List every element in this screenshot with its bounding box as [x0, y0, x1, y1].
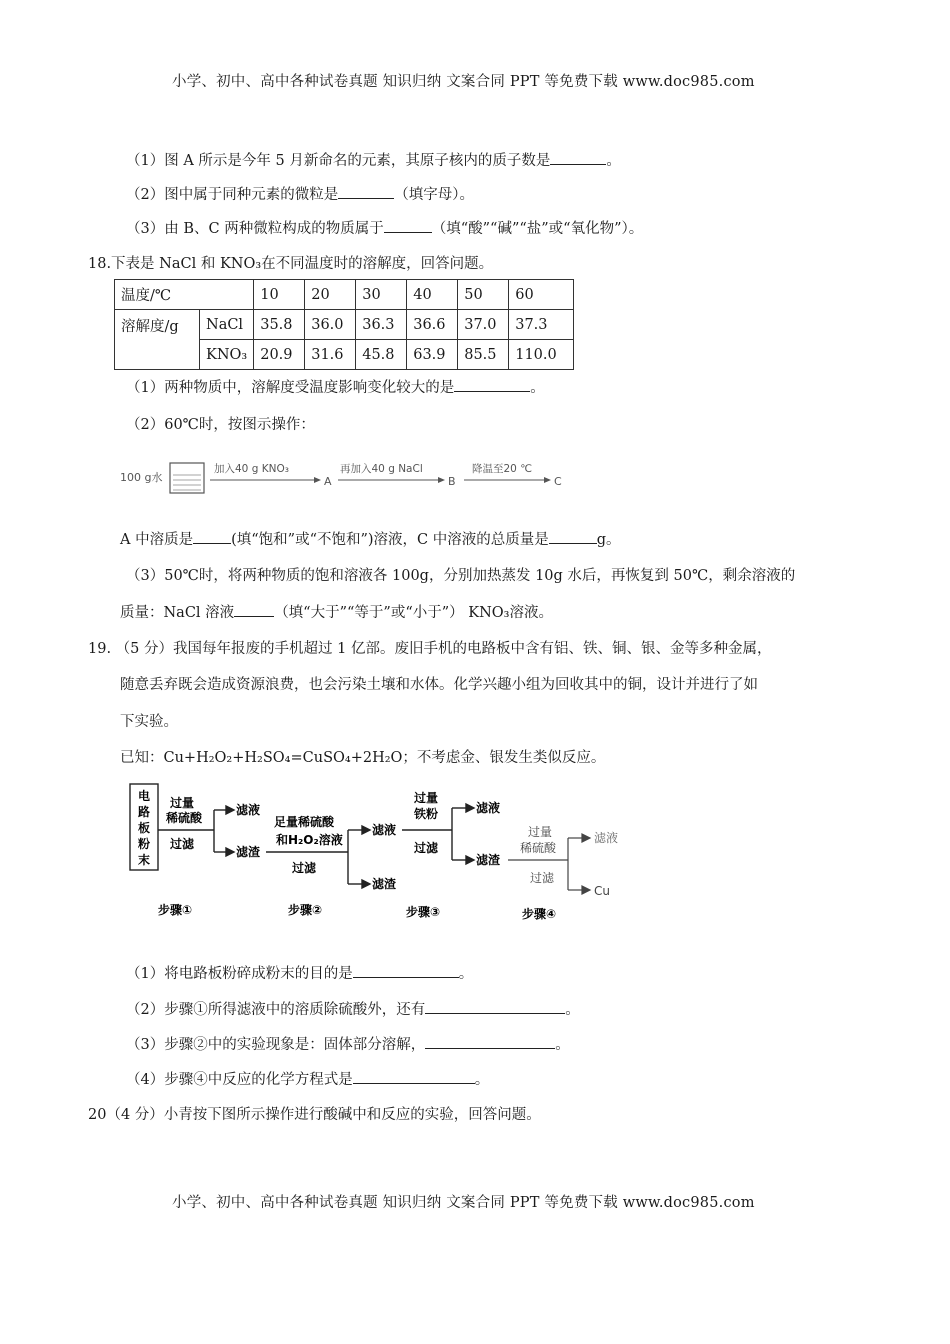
table-nacl-cell: 36.3	[356, 310, 407, 340]
table-temp-cell: 20	[305, 280, 356, 310]
q19-part4-text: （4）步骤④中反应的化学方程式是	[126, 1072, 353, 1088]
table-kno3-cell: 110.0	[509, 340, 574, 370]
source-char: 路	[138, 805, 151, 819]
source-char: 末	[138, 853, 151, 867]
q19-part3-blank	[425, 1034, 555, 1049]
q19-part4-end: 。	[474, 1072, 490, 1088]
q17-part1	[126, 149, 621, 170]
q18-part2-q-text1: A 中溶质是	[120, 532, 194, 548]
solubility-table	[114, 279, 574, 370]
step2-reagent: 和H₂O₂溶液	[276, 833, 343, 847]
table-temp-cell: 10	[254, 280, 305, 310]
q17-part1-text: （1）图 A 所示是今年 5 月新命名的元素，其原子核内的质子数是	[126, 153, 551, 169]
flow-water-label: 100 g水	[120, 471, 163, 484]
table-kno3-cell: 31.6	[305, 340, 356, 370]
step3-reagent: 过量	[414, 791, 439, 805]
step3-reagent: 铁粉	[414, 807, 439, 821]
q19-part3-text: （3）步骤②中的实验现象是：固体部分溶解，	[126, 1037, 426, 1053]
q19-part3	[126, 1033, 570, 1054]
table-nacl-cell: 36.6	[407, 310, 458, 340]
q18-part3-text2: （填“大于”“等于”或“小于”） KNO₃溶液。	[274, 605, 553, 621]
q17-part2-end: （填字母）。	[394, 187, 474, 203]
q19-part3-end: 。	[555, 1037, 570, 1053]
arrowhead-icon	[544, 477, 551, 483]
arrowhead-icon	[314, 477, 321, 483]
q18-part2-q-text2: (填“饱和”或“不饱和”)溶液，C 中溶液的总质量是	[231, 532, 549, 548]
q18-part3-text1: 质量：NaCl 溶液	[120, 605, 235, 621]
copper-recovery-flowchart	[122, 780, 642, 930]
step1-reagent: 稀硫酸	[166, 811, 203, 825]
step4-reagent: 稀硫酸	[520, 841, 557, 855]
arrowhead-icon	[438, 477, 445, 483]
table-temp-cell: 50	[458, 280, 509, 310]
flow-c-label: C	[554, 475, 562, 488]
step3-residue: 滤渣	[476, 853, 501, 867]
q18-part3-line2	[120, 601, 553, 622]
q17-part1-end: 。	[606, 153, 621, 169]
q18-part1-blank	[454, 377, 530, 392]
q19-part1	[126, 962, 473, 983]
q18-stem: 18.下表是 NaCl 和 KNO₃在不同温度时的溶解度，回答问题。	[88, 256, 494, 272]
step4-filtrate: 滤液	[594, 831, 619, 845]
flow-step2-label: 再加入40 g NaCl	[340, 463, 423, 475]
source-char: 粉	[138, 837, 151, 851]
q18-part2: （2）60℃时，按图示操作：	[126, 417, 315, 433]
q18-part2-question	[120, 528, 621, 549]
step1-filtrate: 滤液	[236, 803, 261, 817]
source-char: 板	[138, 821, 151, 835]
q19-line2: 随意丢弃既会造成资源浪费，也会污染土壤和水体。化学兴趣小组为回收其中的铜，设计并进行了如	[120, 677, 758, 693]
table-nacl-cell: 35.8	[254, 310, 305, 340]
step3-operation: 过滤	[414, 841, 439, 855]
source-char: 电	[138, 789, 151, 803]
q18-part1	[126, 376, 545, 397]
step2-label: 步骤②	[288, 903, 323, 917]
table-temp-cell: 60	[509, 280, 574, 310]
step4-label: 步骤④	[522, 907, 557, 921]
step4-operation: 过滤	[530, 871, 555, 885]
step4-copper: Cu	[594, 884, 610, 898]
step2-filtrate: 滤液	[372, 823, 397, 837]
q18-part2-q-text3: g。	[596, 532, 621, 548]
q18-part3-line1: （3）50℃时，将两种物质的饱和溶液各 100g，分别加热蒸发 10g 水后，再恢复到 50℃，剩余溶液的	[126, 568, 796, 584]
q19-part1-blank	[353, 963, 459, 978]
q17-part3-text: （3）由 B、C 两种微粒构成的物质属于	[126, 221, 384, 237]
q19-part2	[126, 998, 580, 1019]
step1-operation: 过滤	[170, 837, 195, 851]
step3-label: 步骤③	[406, 905, 441, 919]
flow-step1-label: 加入40 g KNO₃	[214, 463, 289, 475]
table-kno3-cell: 20.9	[254, 340, 305, 370]
q17-part1-blank	[550, 150, 606, 165]
beaker-water-lines	[173, 475, 201, 490]
q18-part1-text: （1）两种物质中，溶解度受温度影响变化较大的是	[126, 380, 455, 396]
table-nacl-label: NaCl	[200, 310, 254, 340]
step3-filtrate: 滤液	[476, 801, 501, 815]
page-footer: 小学、初中、高中各种试卷真题 知识归纳 文案合同 PPT 等免费下载 www.doc985.com	[172, 1195, 755, 1211]
q19-line1: 19. （5 分）我国每年报废的手机超过 1 亿部。废旧手机的电路板中含有铝、铁、铜、银、金等多种金属，	[88, 641, 772, 657]
q19-part4-blank	[353, 1069, 475, 1084]
q19-part1-end: 。	[458, 966, 474, 982]
q17-part3-blank	[384, 218, 432, 233]
step2-operation: 过滤	[292, 861, 317, 875]
q19-part2-end: 。	[565, 1002, 580, 1018]
table-kno3-cell: 85.5	[458, 340, 509, 370]
q19-part1-text: （1）将电路板粉碎成粉末的目的是	[126, 966, 353, 982]
table-nacl-cell: 36.0	[305, 310, 356, 340]
table-kno3-label: KNO₃	[200, 340, 254, 370]
q18-part2-blank-a	[193, 529, 231, 544]
table-solubility-label: 溶解度/g	[115, 310, 200, 370]
step1-residue: 滤渣	[236, 845, 261, 859]
table-kno3-cell: 45.8	[356, 340, 407, 370]
step1-label: 步骤①	[158, 903, 193, 917]
q20-stem: 20（4 分）小青按下图所示操作进行酸碱中和反应的实验，回答问题。	[88, 1107, 541, 1123]
q17-part2	[126, 183, 474, 204]
q19-line3: 下实验。	[120, 714, 178, 730]
step2-residue: 滤渣	[372, 877, 397, 891]
table-kno3-cell: 63.9	[407, 340, 458, 370]
step1-reagent: 过量	[170, 796, 195, 810]
q19-known: 已知：Cu+H₂O₂+H₂SO₄=CuSO₄+2H₂O；不考虑金、银发生类似反应。	[120, 750, 606, 766]
q18-part2-blank-c	[549, 529, 597, 544]
q17-part2-blank	[338, 184, 394, 199]
q18-part3-blank	[234, 602, 274, 617]
flow-step3-label: 降温至20 ℃	[472, 463, 532, 475]
table-nacl-cell: 37.3	[509, 310, 574, 340]
table-nacl-cell: 37.0	[458, 310, 509, 340]
table-temp-cell: 40	[407, 280, 458, 310]
q19-part2-blank	[425, 999, 565, 1014]
flow-b-label: B	[448, 475, 456, 488]
q19-part4	[126, 1068, 489, 1089]
step2-reagent: 足量稀硫酸	[274, 815, 335, 829]
flow-a-label: A	[324, 475, 332, 488]
page-header: 小学、初中、高中各种试卷真题 知识归纳 文案合同 PPT 等免费下载 www.doc985.com	[172, 74, 755, 90]
beaker-icon	[170, 463, 204, 493]
step4-reagent: 过量	[528, 825, 553, 839]
table-temp-label: 温度/℃	[115, 280, 254, 310]
q17-part3-end: （填“酸”“碱”“盐”或“氧化物”）。	[431, 221, 644, 237]
q18-part1-end: 。	[530, 380, 545, 396]
table-temp-cell: 30	[356, 280, 407, 310]
q17-part3	[126, 217, 643, 238]
solution-flow-diagram	[118, 455, 578, 505]
q17-part2-text: （2）图中属于同种元素的微粒是	[126, 187, 339, 203]
q19-part2-text: （2）步骤①所得滤液中的溶质除硫酸外，还有	[126, 1002, 426, 1018]
